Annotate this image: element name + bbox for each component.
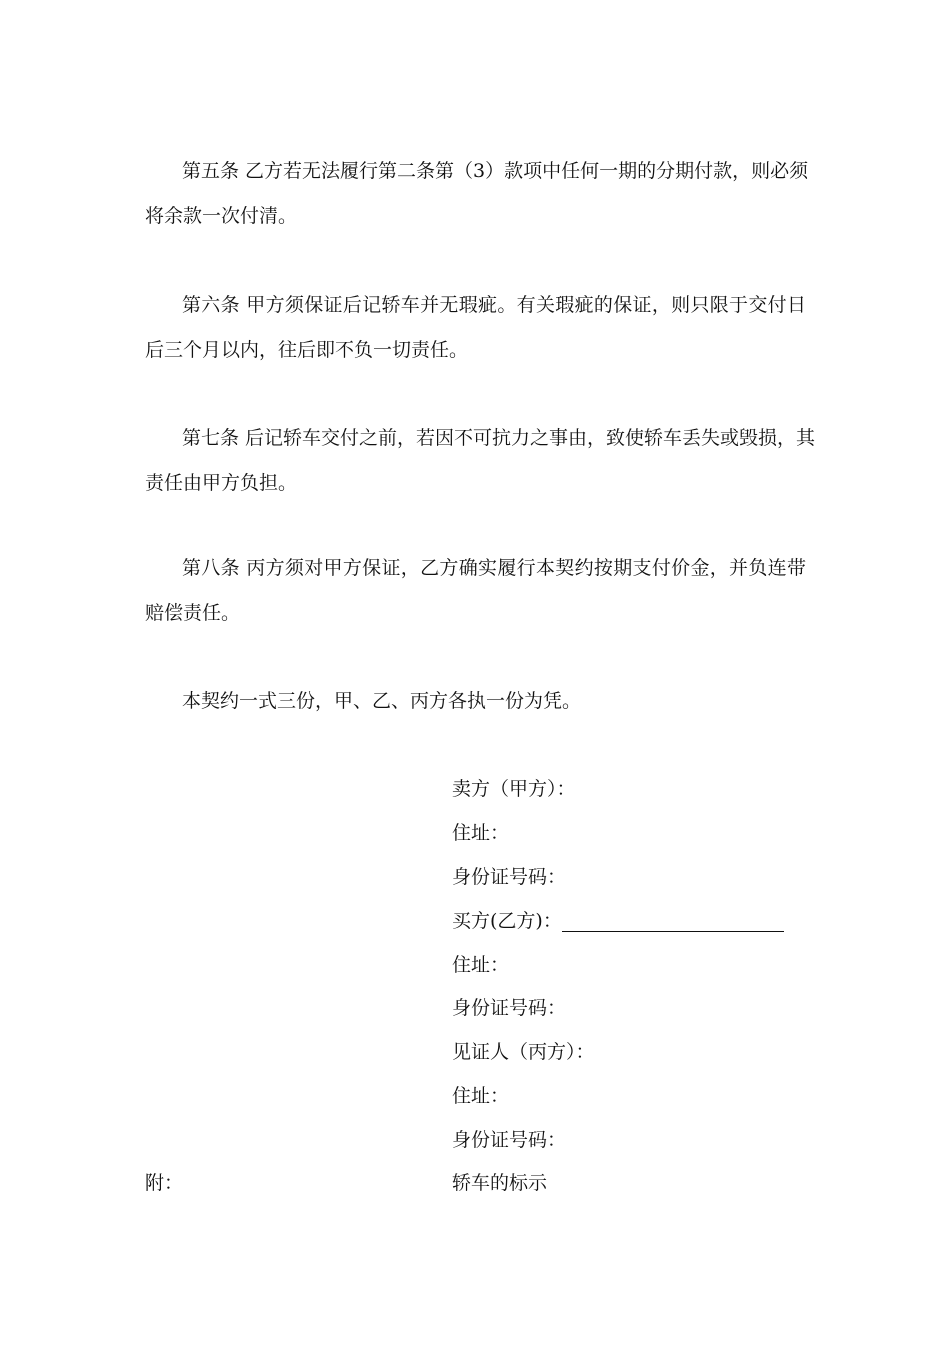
- article-8-line-1: 第八条 丙方须对甲方保证，乙方确实履行本契约按期支付价金，并负连带: [182, 557, 806, 579]
- seller-id-label: 身份证号码：: [452, 866, 567, 888]
- article-8-line-2: 赔偿责任。: [145, 602, 241, 624]
- seller-label: 卖方（甲方）：: [452, 778, 576, 800]
- buyer-signature-line: [562, 915, 784, 932]
- seller-address-label: 住址：: [452, 822, 510, 844]
- appendix-item: 轿车的标示: [452, 1172, 548, 1194]
- article-5-line-2: 将余款一次付清。: [145, 205, 298, 227]
- buyer-address-label: 住址：: [452, 954, 510, 976]
- article-6-line-2: 后三个月以内，往后即不负一切责任。: [145, 339, 469, 361]
- appendix-label: 附：: [145, 1172, 184, 1194]
- article-6-line-1: 第六条 甲方须保证后记轿车并无瑕疵。有关瑕疵的保证，则只限于交付日: [182, 294, 806, 316]
- article-7-line-2: 责任由甲方负担。: [145, 472, 298, 494]
- witness-label: 见证人（丙方）：: [452, 1041, 595, 1063]
- buyer-id-label: 身份证号码：: [452, 997, 567, 1019]
- buyer-row: [452, 910, 784, 932]
- article-7-line-1: 第七条 后记轿车交付之前，若因不可抗力之事由，致使轿车丢失或毁损，其: [182, 427, 816, 449]
- buyer-label: 买方(乙方)：: [452, 910, 562, 932]
- witness-id-label: 身份证号码：: [452, 1129, 567, 1151]
- closing-statement: 本契约一式三份，甲、乙、丙方各执一份为凭。: [182, 690, 582, 712]
- witness-address-label: 住址：: [452, 1085, 510, 1107]
- article-5-line-1: 第五条 乙方若无法履行第二条第（3）款项中任何一期的分期付款，则必须: [182, 160, 809, 182]
